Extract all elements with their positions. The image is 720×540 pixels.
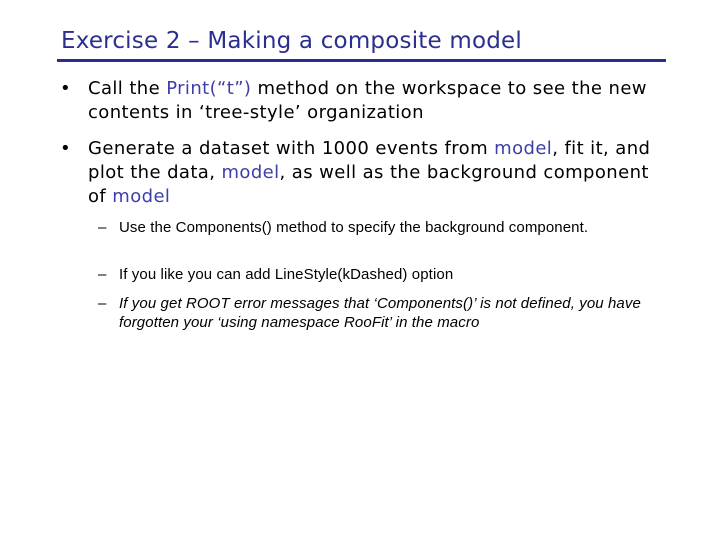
bullet-dot: • — [60, 78, 72, 99]
sub-bullet-text: If you get ROOT error messages that ‘Components()’ is not defined, you have forgotten your ‘using namespace RooFit’ in the macro — [119, 295, 641, 331]
text-run: Call the — [88, 78, 167, 99]
keyword-model: model — [221, 162, 280, 183]
sub-bullet-components — [98, 218, 658, 258]
bullet-text — [88, 77, 658, 125]
text-run: , as well as the background component of — [88, 162, 649, 207]
bullet-print-method — [60, 77, 660, 127]
keyword-model: model — [494, 138, 553, 159]
bullet-dot: • — [60, 138, 72, 159]
keyword-model: model — [112, 186, 171, 207]
sub-bullet-text: If you like you can add LineStyle(kDashed) option — [119, 266, 454, 283]
keyword-print: Print(“t”) — [166, 78, 252, 99]
text-run: method on the workspace to see the new contents in ‘tree-style’ organization — [88, 78, 647, 123]
title-underline — [57, 59, 666, 62]
text-run: , fit it, and plot the data, — [88, 138, 651, 183]
sub-bullet-dash: – — [98, 219, 107, 236]
bullet-generate-dataset — [60, 137, 660, 211]
sub-bullet-root-error — [98, 294, 658, 354]
slide-title: Exercise 2 – Making a composite model — [61, 28, 522, 54]
sub-bullet-dash: – — [98, 266, 107, 283]
bullet-text — [88, 137, 658, 209]
text-run: Generate a dataset with 1000 events from — [88, 138, 495, 159]
sub-bullet-text: Use the Components() method to specify the background component. — [119, 219, 589, 236]
sub-bullet-dash: – — [98, 295, 107, 312]
sub-bullet-linestyle — [98, 265, 658, 285]
